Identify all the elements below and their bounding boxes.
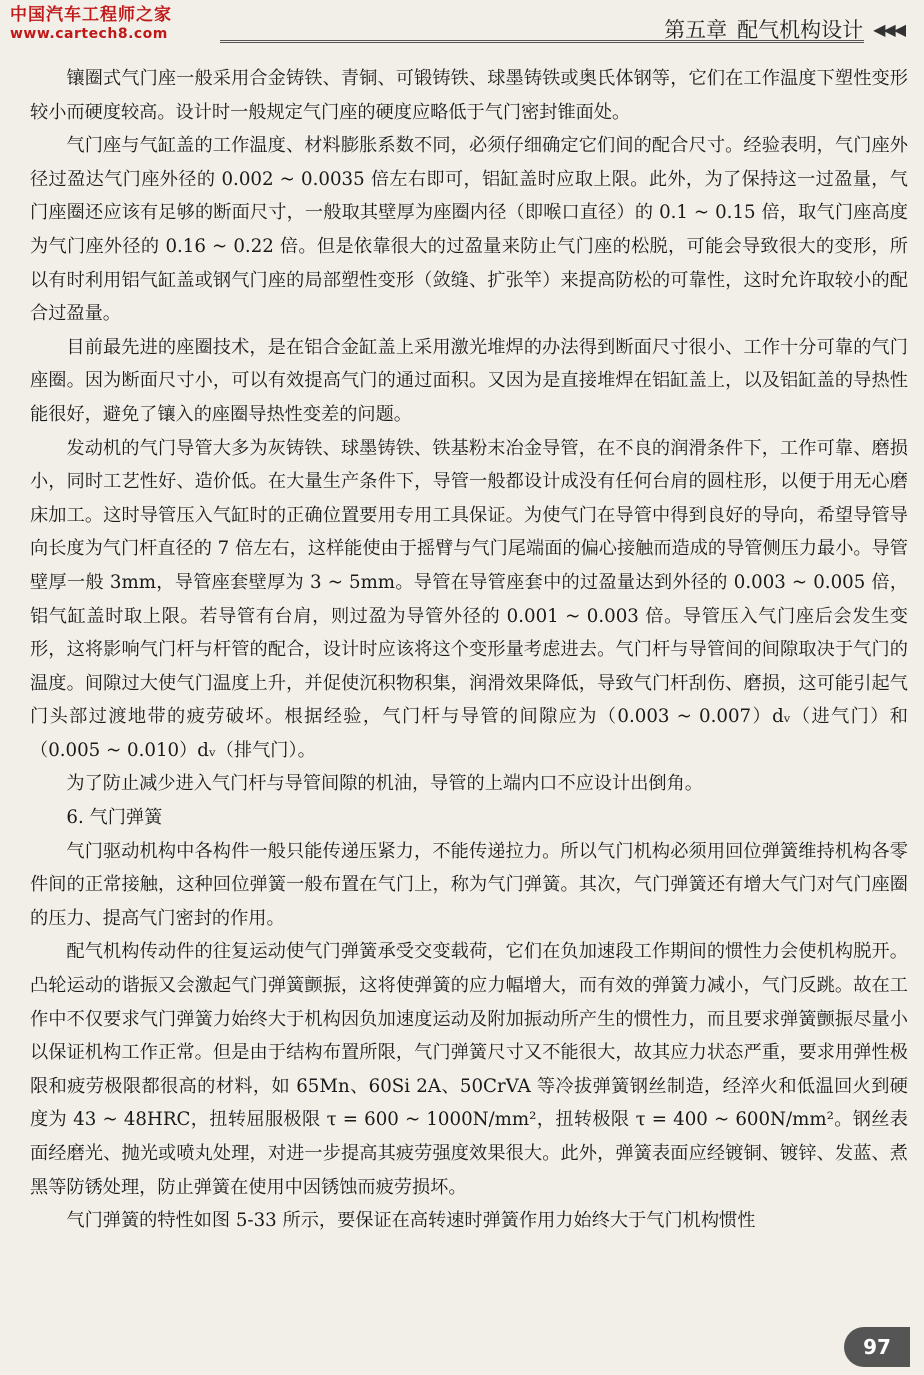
section-heading: 6. 气门弹簧 — [66, 807, 163, 829]
paragraph: 为了防止减少进入气门杆与导管间隙的机油，导管的上端内口不应设计出倒角。 — [66, 773, 703, 795]
paragraph: 发动机的气门导管大多为灰铸铁、球墨铸铁、铁基粉末冶金导管，在不良的润滑条件下，工作可靠、磨损小，同时工艺性好、造价低。在大量生产条件下，导管一般都设计成没有任何台肩的圆柱形，以便于用无心磨床加工。这时导管压入气缸时的正确位置要用专用工具保证。为使气门在导管中得到良好的导向，希望导管导向长度为气门杆直径的 7 倍左右，这样能使由于摇臂与气门尾端面的偏心接触而造成的导管侧压力最小。导管壁厚一般 3mm，导管座套壁厚为 3 ~ 5mm。导管在导管座套中的过盈量达到外径的 0.003 ~ 0.005 倍，铝气缸盖时取上限。若导管有台肩，则过盈为导管外径的 0.001 ~ 0.003 倍。导管压入气门座后会发生变形，这将影响气门杆与杆管的配合，设计时应该将这个变形量考虑进去。气门杆与导管间的间隙取决于气门的温度。间隙过大使气门温度上升，并促使沉积物积集，润滑效果降低，导致气门杆刮伤、磨损，这可能引起气门头部过渡地带的疲劳破坏。根据经验，气门杆与导管的间隙应为（0.003 ~ 0.007）dᵥ（进气门）和（0.005 ~ 0.010）dᵥ（排气门）。 — [30, 437, 908, 761]
watermark-url: www.cartech8.com — [10, 25, 168, 42]
paragraph: 镶圈式气门座一般采用合金铸铁、青铜、可锻铸铁、球墨铸铁或奥氏体钢等，它们在工作温度下塑性变形较小而硬度较高。设计时一般规定气门座的硬度应略低于气门密封锥面处。 — [30, 68, 908, 123]
paragraph: 配气机构传动件的往复运动使气门弹簧承受交变载荷，它们在负加速段工作期间的惯性力会使机构脱开。凸轮运动的谐振又会激起气门弹簧颤振，这将使弹簧的应力幅增大，而有效的弹簧力减小，气门反跳。故在工作中不仅要求气门弹簧力始终大于机构因负加速度运动及附加振动所产生的惯性力，而且要求弹簧颤振尽量小以保证机构工作正常。但是由于结构布置所限，气门弹簧尺寸又不能很大，故其应力状态严重，要求用弹性极限和疲劳极限都很高的材料，如 65Mn、60Si 2A、50CrVA 等冷拔弹簧钢丝制造，经淬火和低温回火到硬度为 43 ~ 48HRC，扭转屈服极限 τ = 600 ~ 1000N/mm²，扭转极限 τ = 400 ~ 600N/mm²。钢丝表面经磨光、抛光或喷丸处理，对进一步提高其疲劳强度效果很大。此外，弹簧表面应经镀铜、镀锌、发蓝、煮黑等防锈处理，防止弹簧在使用中因锈蚀而疲劳损坏。 — [30, 941, 908, 1198]
page-body — [30, 62, 908, 1238]
running-header — [664, 14, 904, 44]
watermark — [10, 6, 172, 42]
page-number: 97 — [844, 1327, 910, 1367]
chapter-title: 配气机构设计 — [737, 18, 864, 42]
paragraph: 气门驱动机构中各构件一般只能传递压紧力，不能传递拉力。所以气门机构必须用回位弹簧维持机构各零件间的正常接触，这种回位弹簧一般布置在气门上，称为气门弹簧。其次，气门弹簧还有增大气门对气门座圈的压力、提高气门密封的作用。 — [30, 840, 908, 929]
paragraph: 目前最先进的座圈技术，是在铝合金缸盖上采用激光堆焊的办法得到断面尺寸很小、工作十分可靠的气门座圈。因为断面尺寸小，可以有效提高气门的通过面积。又因为是直接堆焊在铝缸盖上，以及铝缸盖的导热性能很好，避免了镶入的座圈导热性变差的问题。 — [30, 336, 908, 425]
chapter-label: 第五章 — [664, 18, 728, 42]
arrow-left-icon: ◀◀◀ — [873, 19, 904, 39]
watermark-title: 中国汽车工程师之家 — [10, 5, 172, 25]
paragraph: 气门座与气缸盖的工作温度、材料膨胀系数不同，必须仔细确定它们间的配合尺寸。经验表明，气门座外径过盈达气门座外径的 0.002 ~ 0.0035 倍左右即可，铝缸盖时应取上限。此外，为了保持这一过盈量，气门座圈还应该有足够的断面尺寸，一般取其壁厚为座圈内径（即喉口直径）的 0.1 ~ 0.15 倍，取气门座高度为气门座外径的 0.16 ~ 0.22 倍。但是依靠很大的过盈量来防止气门座的松脱，可能会导致很大的变形，所以有时利用铝气缸盖或钢气门座的局部塑性变形（敛缝、扩张竿）来提高防松的可靠性，这时允许取较小的配合过盈量。 — [30, 135, 908, 325]
paragraph: 气门弹簧的特性如图 5-33 所示，要保证在高转速时弹簧作用力始终大于气门机构惯性 — [66, 1210, 756, 1232]
